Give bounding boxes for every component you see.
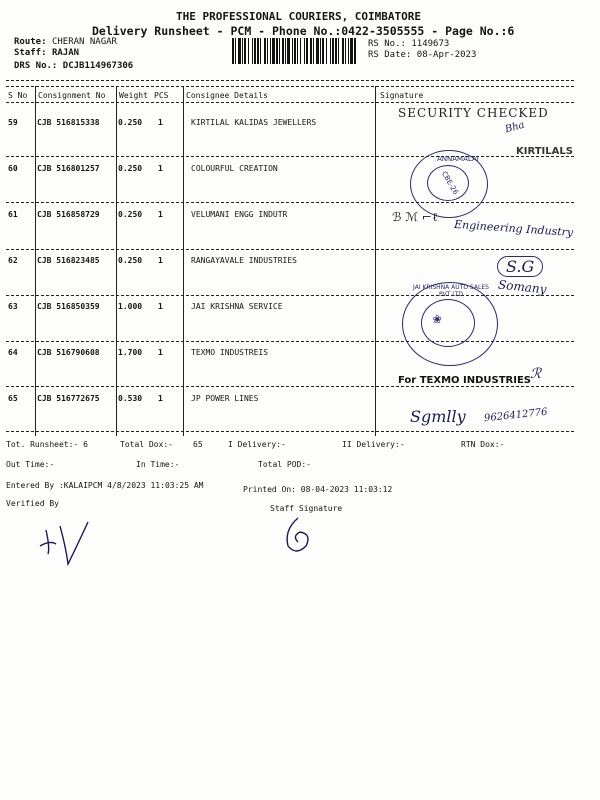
barcode-image: [232, 38, 358, 64]
verified-by-signature: [36, 518, 96, 574]
row-separator: [6, 249, 574, 250]
kirtilals-stamp-text: KIRTILALS: [516, 146, 573, 157]
row-weight: 0.250: [118, 256, 143, 265]
col-header-consignment: Consignment No: [38, 91, 106, 100]
table-top-rule-2: [6, 86, 574, 87]
column-divider: [375, 86, 376, 436]
handwritten-initials: Bha: [503, 119, 526, 136]
total-pod: Total POD:-: [258, 460, 311, 469]
staff-value: RAJAN: [51, 48, 80, 58]
sg-signature: S.G: [497, 256, 543, 277]
handwritten-signature-jp-power: Sgmlly: [410, 407, 466, 426]
col-header-signature: Signature: [380, 91, 424, 100]
company-title: THE PROFESSIONAL COURIERS, COIMBATORE: [176, 10, 422, 23]
table-bottom-rule: [6, 431, 574, 432]
row-weight: 0.250: [118, 118, 143, 127]
row-consignee: RANGAYAVALE INDUSTRIES: [191, 256, 297, 265]
table-top-rule: [6, 80, 574, 81]
row-weight: 1.000: [118, 302, 143, 311]
drs-line: [14, 61, 133, 71]
column-divider: [116, 86, 117, 436]
drs-value: DCJB114967306: [62, 61, 134, 71]
row-consignment: CJB 516823485: [37, 256, 100, 265]
total-dox-value: 65: [193, 440, 203, 449]
row-pcs: 1: [158, 256, 163, 265]
rs-date-line: [368, 50, 476, 60]
row-sno: 63: [8, 302, 18, 311]
column-divider: [183, 86, 184, 436]
annamalai-round-stamp: [410, 150, 488, 218]
row-sno: 62: [8, 256, 18, 265]
row-pcs: 1: [158, 164, 163, 173]
entered-by: Entered By :KALAIPCM 4/8/2023 11:03:25 AM: [6, 481, 204, 490]
row-pcs: 1: [158, 348, 163, 357]
row-consignment: CJB 516850359: [37, 302, 100, 311]
col-header-pcs: PCS: [154, 91, 169, 100]
row-separator: [6, 202, 574, 203]
row-pcs: 1: [158, 118, 163, 127]
in-time: In Time:-: [136, 460, 180, 469]
row-consignee: KIRTILAL KALIDAS JEWELLERS: [191, 118, 317, 127]
row-consignee: JAI KRISHNA SERVICE: [191, 302, 283, 311]
tot-runsheet: Tot. Runsheet:- 6: [6, 440, 88, 449]
engineering-industry-signature: Engineering Industry: [453, 217, 574, 240]
row-separator: [6, 156, 574, 157]
stamp-annamalai-text: ANNAMALAI: [437, 155, 479, 163]
route-value: CHERAN NAGAR: [51, 37, 117, 47]
ii-delivery: II Delivery:-: [342, 440, 405, 449]
stamp-emblem-icon: ❀: [433, 311, 442, 327]
row-consignee: JP POWER LINES: [191, 394, 259, 403]
row-pcs: 1: [158, 302, 163, 311]
column-divider: [35, 86, 36, 436]
out-time: Out Time:-: [6, 460, 55, 469]
jai-krishna-round-stamp: [402, 282, 498, 366]
staff-line: [14, 48, 79, 58]
rs-date-value: 08-Apr-2023: [416, 50, 477, 60]
i-delivery: I Delivery:-: [228, 440, 286, 449]
col-header-consignee: Consignee Details: [186, 91, 268, 100]
row-weight: 0.250: [118, 164, 143, 173]
handwritten-signature-engineering: ℬ ℳ ⌐ℓ: [392, 210, 438, 224]
row-sno: 59: [8, 118, 18, 127]
drs-label: DRS No.:: [14, 61, 58, 71]
route-label: Route:: [14, 37, 47, 47]
rs-no-line: [368, 39, 449, 49]
rs-no-label: RS No.:: [368, 39, 406, 49]
security-checked-stamp: SECURITY CHECKED: [398, 106, 549, 120]
texmo-signature-scribble: ℛ: [530, 366, 542, 382]
row-consignee: VELUMANI ENGG INDUTR: [191, 210, 288, 219]
verified-by: Verified By: [6, 499, 59, 508]
row-sno: 64: [8, 348, 18, 357]
rs-no-value: 1149673: [411, 39, 450, 49]
stamp-inner-ring: [421, 299, 475, 347]
staff-label: Staff:: [14, 48, 47, 58]
row-consignment: CJB 516772675: [37, 394, 100, 403]
row-sno: 65: [8, 394, 18, 403]
row-sno: 60: [8, 164, 18, 173]
col-header-weight: Weight: [119, 91, 148, 100]
row-pcs: 1: [158, 210, 163, 219]
route-line: [14, 37, 117, 47]
row-consignment: CJB 516790608: [37, 348, 100, 357]
stamp-jai-krishna-text: JAI KRISHNA AUTO SALES PVT LTD: [413, 284, 489, 298]
rtn-dox: RTN Dox:-: [461, 440, 505, 449]
row-sno: 61: [8, 210, 18, 219]
total-dox-label: Total Dox:-: [120, 440, 173, 449]
row-weight: 0.250: [118, 210, 143, 219]
row-consignment: CJB 516801257: [37, 164, 100, 173]
row-consignment: CJB 516858729: [37, 210, 100, 219]
row-separator: [6, 386, 574, 387]
row-pcs: 1: [158, 394, 163, 403]
staff-signature-mark: [276, 512, 320, 560]
texmo-stamp-text: For TEXMO INDUSTRIES: [398, 375, 531, 386]
table-header-rule: [6, 102, 574, 103]
stamp-cbe-text: CBE-26: [439, 169, 460, 197]
col-header-sno: S No: [8, 91, 28, 100]
row-consignee: COLOURFUL CREATION: [191, 164, 278, 173]
row-weight: 1.700: [118, 348, 143, 357]
row-consignee: TEXMO INDUSTREIS: [191, 348, 269, 357]
runsheet-subtitle: Delivery Runsheet - PCM - Phone No.:0422-3505555 - Page No.:6: [92, 24, 515, 38]
rs-date-label: RS Date:: [368, 50, 412, 60]
row-consignment: CJB 516815338: [37, 118, 100, 127]
handwritten-phone-number: 9626412776: [483, 406, 549, 425]
printed-on: Printed On: 08-04-2023 11:03:12: [243, 485, 393, 494]
staff-signature-label: Staff Signature: [270, 504, 343, 513]
row-weight: 0.530: [118, 394, 143, 403]
handwritten-signature-scribble: Somany: [497, 277, 548, 297]
